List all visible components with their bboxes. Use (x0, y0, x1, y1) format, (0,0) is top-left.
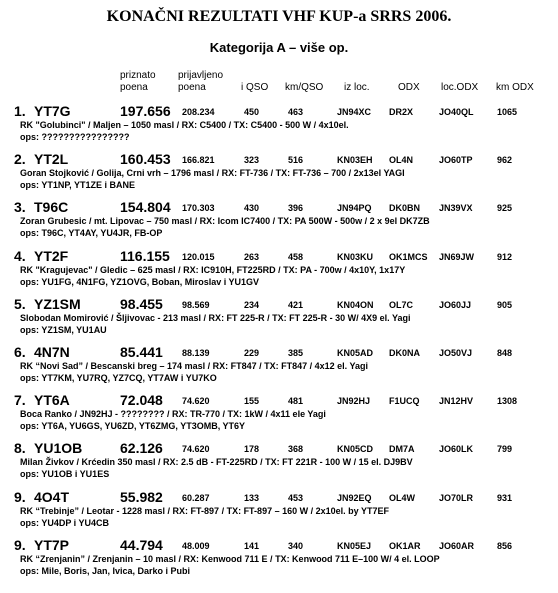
qso-count: 234 (244, 299, 260, 310)
score-recognized: 85.441 (120, 344, 163, 360)
odx-call: OL4W (389, 492, 415, 503)
operators: ops: YT6A, YU6GS, YU6ZD, YT6ZMG, YT3OMB, YT6Y (20, 421, 246, 432)
score-recognized: 44.794 (120, 536, 163, 553)
qso-count: 323 (244, 155, 260, 166)
header-priznato (120, 70, 156, 94)
score-claimed: 98.569 (182, 299, 210, 310)
score-recognized: 154.804 (120, 199, 171, 216)
qso-count: 450 (244, 107, 260, 117)
locator: JN94XC (337, 107, 372, 117)
score-recognized: 98.455 (120, 295, 163, 312)
score-recognized: 62.126 (120, 440, 163, 457)
callsign: YZ1SM (34, 295, 81, 312)
odx-locator: JO40QL (439, 107, 474, 117)
callsign: YT2L (34, 151, 69, 168)
callsign: YT6A (34, 392, 70, 409)
rank-number: 6. (14, 344, 26, 360)
score-claimed: 120.015 (182, 251, 215, 262)
locator: KN05EJ (337, 540, 372, 551)
km-per-qso: 463 (288, 107, 304, 117)
qso-count: 263 (244, 251, 260, 262)
operators: ops: YT1NP, YT1ZE i BANE (20, 180, 136, 191)
rank-number: 9. (14, 536, 26, 553)
km-per-qso: 385 (288, 348, 304, 358)
odx-distance: 931 (497, 492, 513, 503)
odx-locator: JO70LR (439, 492, 474, 503)
locator: JN92HJ (337, 396, 371, 407)
odx-call: DK0NA (389, 348, 421, 358)
km-per-qso: 421 (288, 299, 304, 310)
km-per-qso: 458 (288, 251, 304, 262)
odx-distance: 1308 (497, 396, 518, 407)
callsign: 4N7N (34, 344, 70, 360)
odx-call: DM7A (389, 444, 415, 455)
score-claimed: 166.821 (182, 155, 215, 166)
page-title: KONAČNI REZULTATI VHF KUP-a SRRS 2006. (106, 8, 452, 25)
score-recognized: 197.656 (120, 103, 171, 119)
callsign: YT2F (34, 247, 69, 264)
rank-number: 3. (14, 199, 26, 216)
rank-number: 4. (14, 247, 26, 264)
odx-locator: JN39VX (439, 203, 473, 214)
odx-call: OK1MCS (389, 251, 428, 262)
station-details: Slobodan Momirović / Šljivovac - 213 masl / RX: FT 225-R / TX: FT 225-R - 30 W/ 4X9 el. Yagi (20, 312, 411, 323)
category-subtitle: Kategorija A – više op. (209, 40, 349, 55)
station-details: RK “Zrenjanin” / Zrenjanin – 10 masl / RX: Kenwood 711 E / TX: Kenwood 711 E–100 W/ 4 el. LOOP (20, 553, 440, 564)
score-claimed: 208.234 (182, 107, 215, 117)
score-claimed: 60.287 (182, 492, 210, 503)
km-per-qso: 368 (288, 444, 304, 455)
qso-count: 155 (244, 396, 260, 407)
odx-distance: 1065 (497, 107, 518, 117)
rank-number: 1. (14, 103, 26, 119)
header-prijavljeno (178, 70, 223, 94)
operators: ops: YZ1SM, YU1AU (20, 324, 107, 335)
locator: JN94PQ (337, 203, 372, 214)
operators: ops: T96C, YT4AY, YU4JR, FB-OP (20, 228, 163, 239)
header-loc-odx: loc.ODX (441, 82, 479, 93)
qso-count: 430 (244, 203, 260, 214)
operators: ops: YU4DP i YU4CB (20, 517, 110, 528)
km-per-qso: 453 (288, 492, 304, 503)
callsign: YU1OB (34, 440, 83, 457)
operators: ops: Mile, Boris, Jan, Ivica, Darko i Pubi (20, 565, 191, 576)
odx-call: DR2X (389, 107, 414, 117)
station-details: Milan Živkov / Krćedin 350 masl / RX: 2.5 dB - FT-225RD / TX: FT 221R - 100 W / 15 el. DJ9BV (20, 457, 413, 468)
qso-count: 133 (244, 492, 260, 503)
km-per-qso: 481 (288, 396, 304, 407)
qso-count: 141 (244, 540, 260, 551)
odx-locator: JO60AR (439, 540, 475, 551)
odx-call: F1UCQ (389, 396, 420, 407)
odx-distance: 848 (497, 348, 513, 358)
header-prijavljeno-line2: poena (178, 82, 206, 93)
odx-distance: 856 (497, 540, 513, 551)
score-recognized: 55.982 (120, 488, 163, 505)
odx-locator: JN69JW (439, 251, 475, 262)
odx-call: OL7C (389, 299, 414, 310)
header-km-odx: km ODX (496, 82, 534, 93)
locator: KN03EH (337, 155, 373, 166)
callsign: T96C (34, 199, 69, 216)
header-prijavljeno-line1: prijavljeno (178, 70, 224, 81)
operators: ops: YU1OB i YU1ES (20, 469, 110, 480)
header-odx: ODX (398, 82, 420, 93)
score-recognized: 116.155 (120, 247, 170, 264)
odx-locator: JN12HV (439, 396, 474, 407)
odx-call: OK1AR (389, 540, 421, 551)
odx-locator: JO60JJ (439, 299, 472, 310)
odx-locator: JO60LK (439, 444, 474, 455)
operators: ops: YU1FG, 4N1FG, YZ1OVG, Boban, Miroslav i YU1GV (20, 276, 260, 287)
callsign: YT7P (34, 536, 70, 553)
odx-distance: 905 (497, 299, 513, 310)
result-entry (0, 537, 558, 593)
header-priznato-line1: priznato (120, 70, 156, 81)
header-iz-loc: iz loc. (344, 82, 370, 93)
odx-distance: 962 (497, 155, 513, 166)
locator: KN04ON (337, 299, 374, 310)
station-details: Zoran Grubesic / mt. Lipovac – 750 masl / RX: Icom IC7400 / TX: PA 500W - 500w / 2 x 9el DK7ZB (20, 216, 430, 227)
callsign: YT7G (34, 103, 71, 119)
qso-count: 229 (244, 348, 260, 358)
odx-locator: JO50VJ (439, 348, 473, 358)
rank-number: 9. (14, 488, 26, 505)
locator: KN03KU (337, 251, 374, 262)
odx-locator: JO60TP (439, 155, 473, 166)
odx-distance: 912 (497, 251, 513, 262)
odx-call: OL4N (389, 155, 414, 166)
header-km-qso: km/QSO (285, 82, 324, 93)
rank-number: 7. (14, 392, 26, 409)
station-details: Goran Stojković / Golija, Crni vrh – 1796 masl / RX: FT-736 / TX: FT-736 – 700 / 2x13el YAGI (20, 168, 405, 179)
header-qso: i QSO (241, 82, 269, 93)
score-claimed: 48.009 (182, 540, 210, 551)
score-claimed: 74.620 (182, 396, 210, 407)
callsign: 4O4T (34, 488, 70, 505)
locator: JN92EQ (337, 492, 372, 503)
odx-distance: 799 (497, 444, 513, 455)
odx-distance: 925 (497, 203, 513, 214)
station-details: RK "Kragujevac" / Gledic – 625 masl / RX: IC910H, FT225RD / TX: PA - 700w / 4x10Y, 1x17Y (20, 264, 406, 275)
qso-count: 178 (244, 444, 260, 455)
station-details: RK “Novi Sad” / Bescanski breg – 174 masl / RX: FT847 / TX: FT847 / 4x12 el. Yagi (20, 361, 368, 371)
score-claimed: 74.620 (182, 444, 210, 455)
station-details: Boca Ranko / JN92HJ - ???????? / RX: TR-770 / TX: 1kW / 4x11 ele Yagi (20, 409, 326, 420)
rank-number: 5. (14, 295, 26, 312)
odx-call: DK0BN (389, 203, 421, 214)
km-per-qso: 516 (288, 155, 304, 166)
locator: KN05CD (337, 444, 374, 455)
header-priznato-line2: poena (120, 82, 148, 93)
operators: ops: ???????????????? (20, 132, 130, 142)
locator: KN05AD (337, 348, 374, 358)
score-claimed: 170.303 (182, 203, 215, 214)
rank-number: 8. (14, 440, 26, 457)
station-details: RK "Golubinci" / Maljen – 1050 masl / RX: C5400 / TX: C5400 - 500 W / 4x10el. (20, 120, 349, 130)
rank-number: 2. (14, 151, 26, 168)
station-details: RK “Trebinje” / Leotar - 1228 masl / RX: FT-897 / TX: FT-897 – 160 W / 2x10el. by YT7EF (20, 505, 389, 516)
score-recognized: 72.048 (120, 392, 163, 409)
score-claimed: 88.139 (182, 348, 210, 358)
score-recognized: 160.453 (120, 151, 171, 168)
km-per-qso: 340 (288, 540, 304, 551)
km-per-qso: 396 (288, 203, 304, 214)
operators: ops: YT7KM, YU7RQ, YZ7CQ, YT7AW i YU7KO (20, 373, 217, 383)
